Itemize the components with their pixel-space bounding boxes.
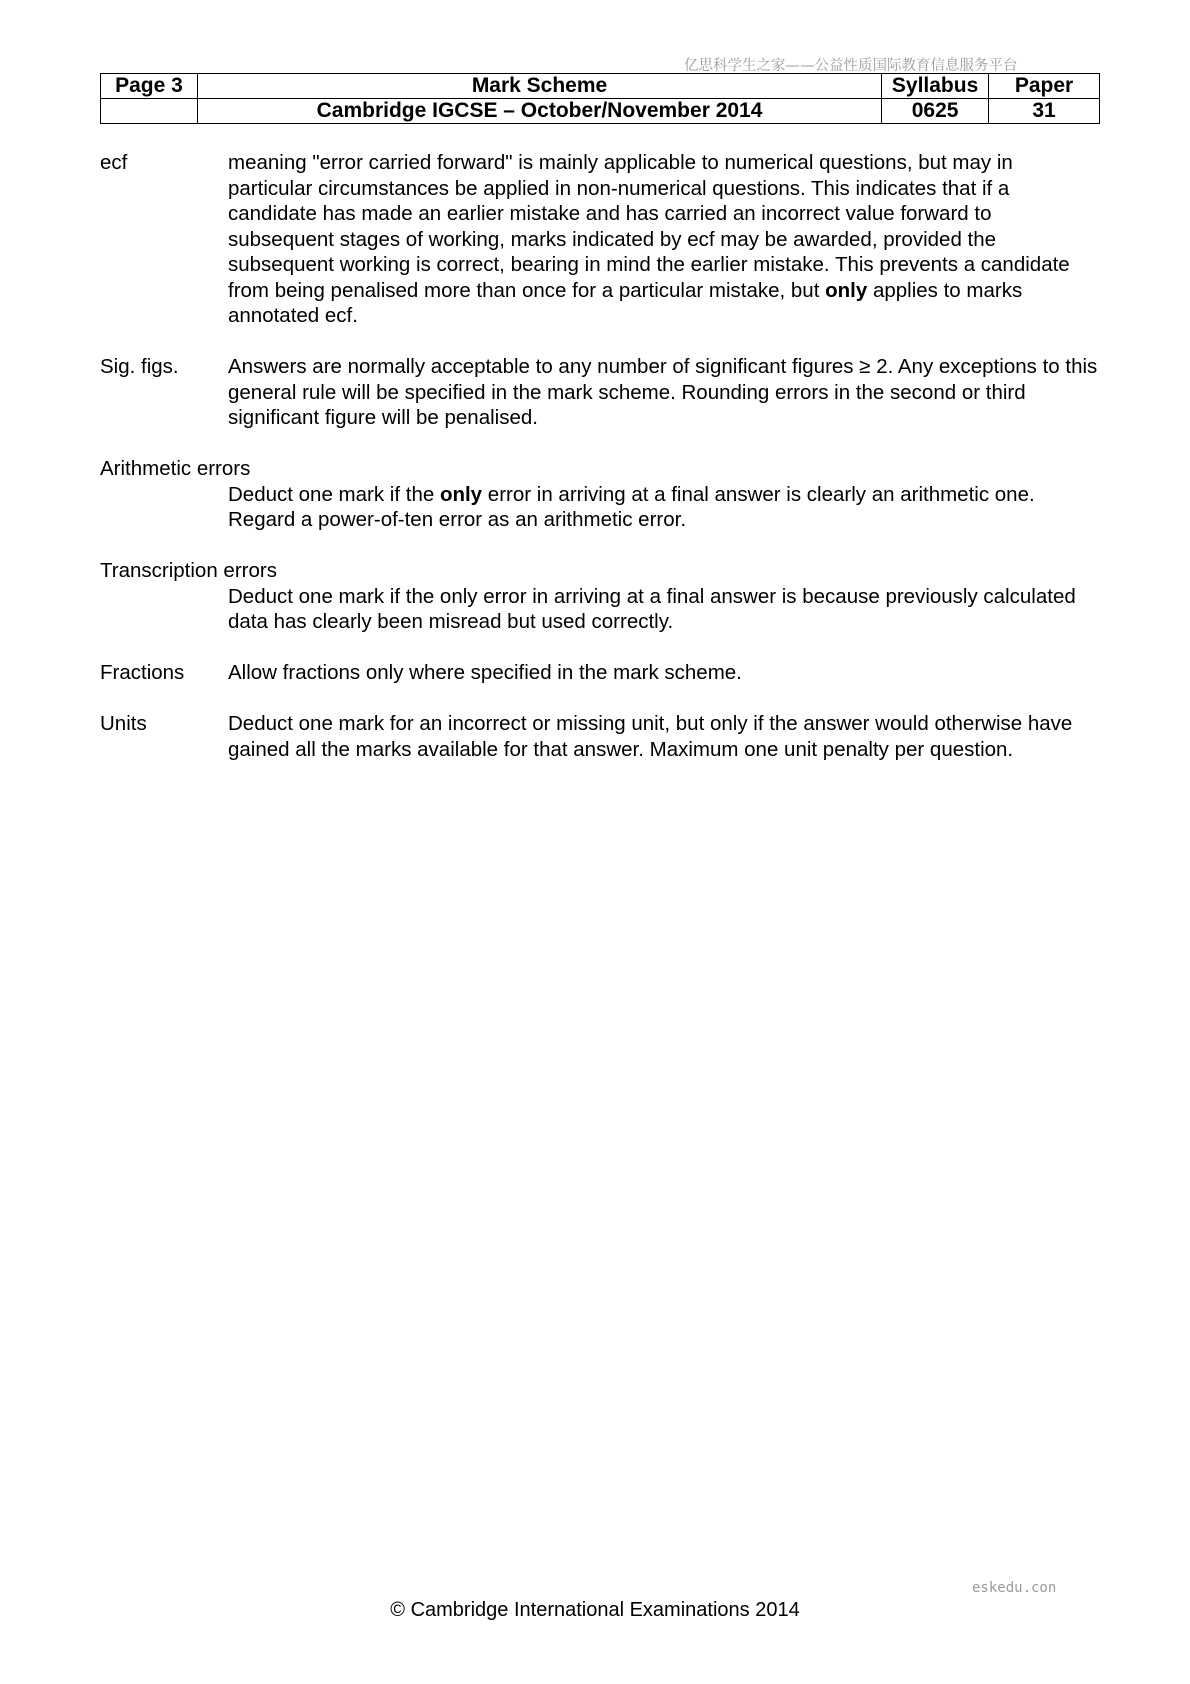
- desc-arithmetic: [228, 482, 1100, 533]
- desc-ecf-bold: only: [825, 278, 868, 302]
- entry-sig-figs: [100, 354, 1100, 431]
- term-fractions: Fractions: [100, 661, 185, 684]
- desc-transcription: Deduct one mark if the only error in arriving at a final answer is because previously calculated data has clearly been misread but used correctly.: [228, 584, 1076, 633]
- desc-fractions: Allow fractions only where specified in the mark scheme.: [228, 661, 742, 684]
- entry-fractions: [100, 660, 1100, 686]
- paper-value: 31: [989, 99, 1100, 124]
- desc-sig-figs: Answers are normally acceptable to any number of significant figures ≥ 2. Any exceptions to this general rule will be specified in the mark scheme. Rounding errors in the second or third significant figure will be penalised.: [228, 355, 1098, 429]
- desc-ecf-part2: applies to marks annotated ecf.: [228, 278, 1023, 327]
- doc-title: Mark Scheme: [197, 74, 881, 99]
- entry-transcription: [100, 558, 1100, 635]
- entry-arithmetic: [100, 456, 1100, 533]
- paper-label: Paper: [989, 74, 1100, 99]
- term-arithmetic: Arithmetic errors: [100, 457, 251, 480]
- term-ecf: ecf: [100, 151, 128, 174]
- term-transcription: Transcription errors: [100, 559, 277, 582]
- term-units: Units: [100, 712, 147, 735]
- mark-scheme-notes: [100, 150, 1100, 788]
- desc-arithmetic-bold: only: [439, 482, 483, 506]
- entry-units: [100, 711, 1100, 762]
- entry-ecf: [100, 150, 1100, 329]
- watermark-bottom: eskedu.con: [972, 1580, 1057, 1596]
- desc-ecf: [228, 150, 1100, 329]
- watermark-top: 亿思科学生之家——公益性质国际教育信息服务平台: [684, 58, 1018, 74]
- copyright-footer: © Cambridge International Examinations 2014: [390, 1599, 800, 1621]
- term-sig-figs: Sig. figs.: [100, 355, 179, 378]
- desc-units: Deduct one mark for an incorrect or missing unit, but only if the answer would otherwise have gained all the marks available for that answer. Maximum one unit penalty per question.: [228, 712, 1073, 761]
- header-table: [100, 73, 1100, 124]
- syllabus-value: 0625: [882, 99, 989, 124]
- syllabus-label: Syllabus: [882, 74, 989, 99]
- empty-cell: [101, 99, 198, 124]
- doc-subtitle: Cambridge IGCSE – October/November 2014: [197, 99, 881, 124]
- desc-ecf-part1: meaning "error carried forward" is mainly applicable to numerical questions, but may in particular circumstances be applied in non-numerical questions. This indicates that if a candidate has made an earlier mistake and has carried an incorrect value forward to subsequent stages of working, marks indicated by ecf may be awarded, provided the subsequent working is correct, bearing in mind the earlier mistake. This prevents a candidate from being penalised more than once for a particular mistake, but: [228, 151, 1070, 302]
- page-number: Page 3: [101, 74, 198, 99]
- desc-arithmetic-part1: Deduct one mark if the: [228, 482, 440, 506]
- desc-arithmetic-part2: error in arriving at a final answer is clearly an arithmetic one. Regard a power-of-ten error as an arithmetic error.: [228, 482, 1035, 531]
